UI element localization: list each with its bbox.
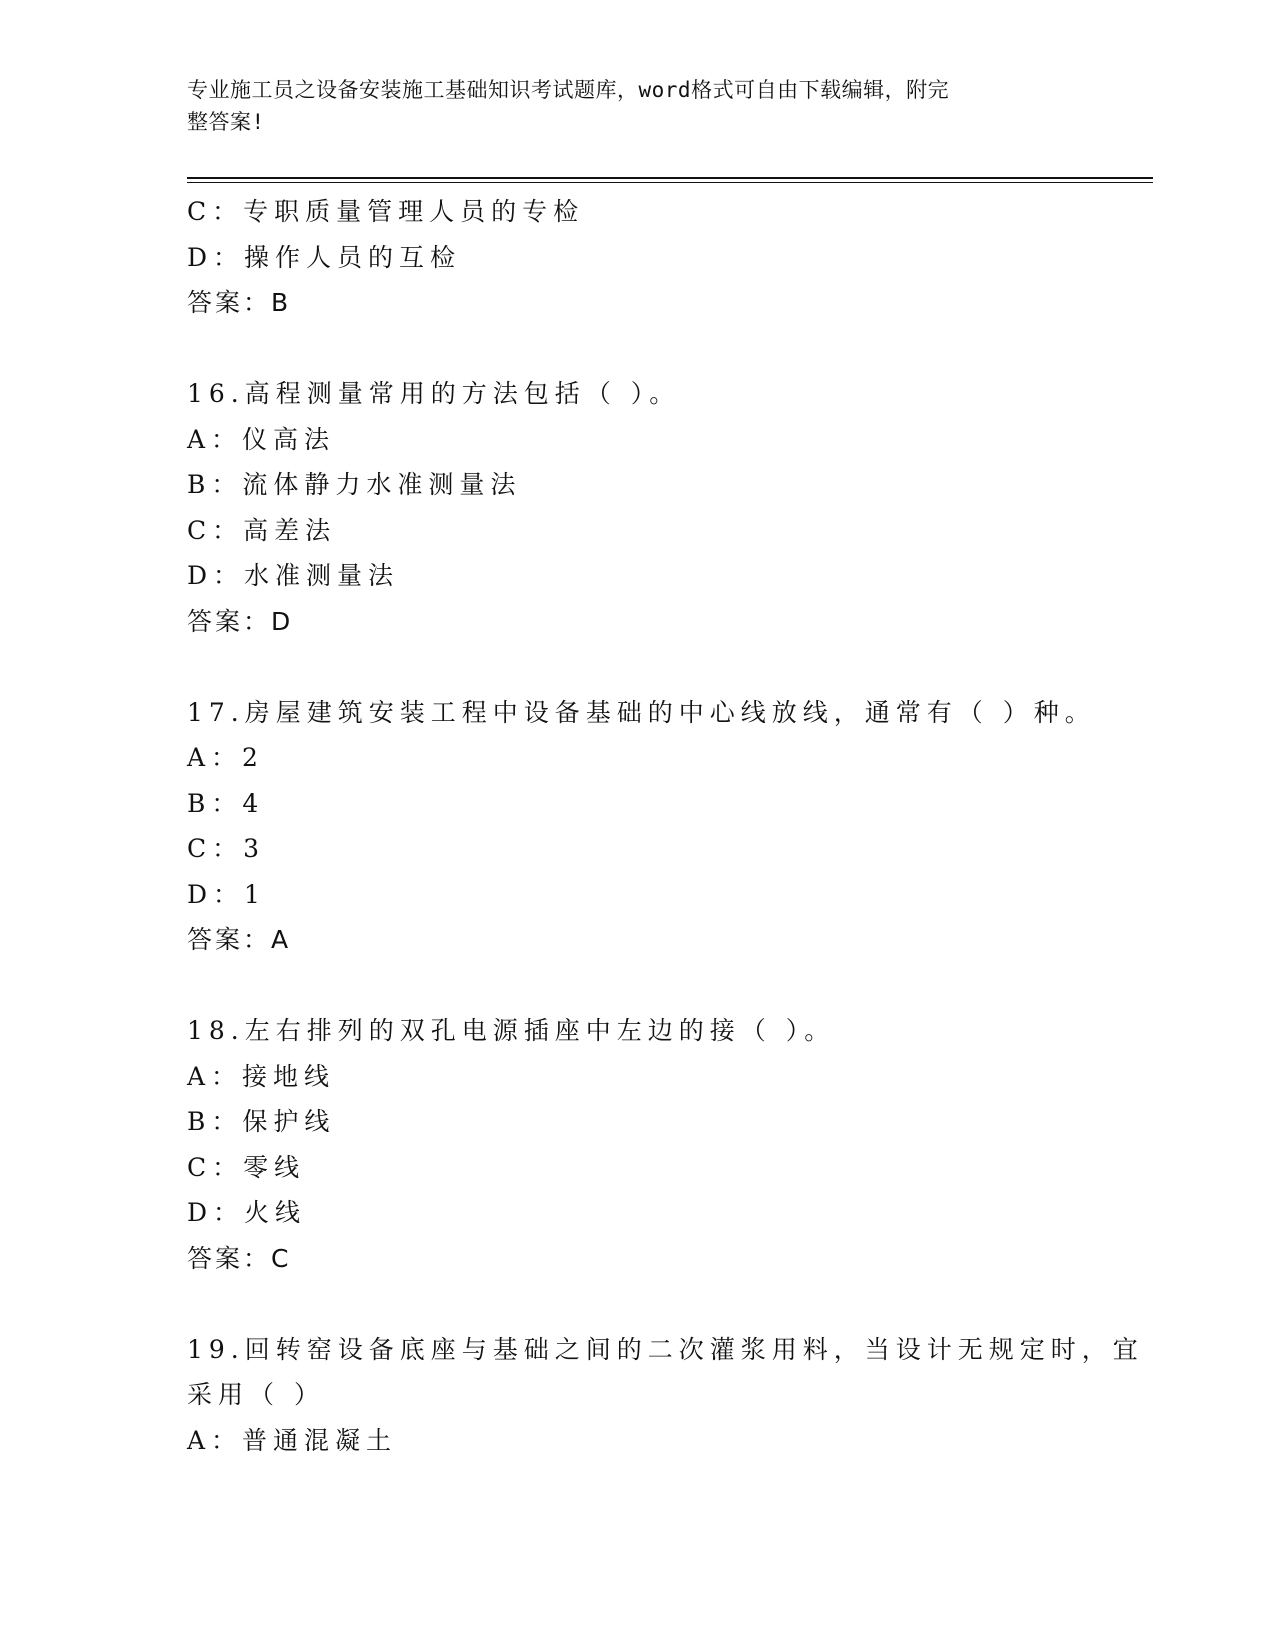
option-d: D：1: [187, 879, 266, 909]
question-text-line-1: 19.回转窑设备底座与基础之间的二次灌浆用料，当设计无规定时，宜: [187, 1334, 1144, 1364]
document-header: [187, 74, 1067, 138]
answer: 答案：D: [187, 606, 294, 636]
header-line-1: 专业施工员之设备安装施工基础知识考试题库，word格式可自由下载编辑，附完: [187, 78, 950, 102]
option-b: B：4: [187, 788, 265, 818]
spacer: [187, 963, 1087, 1009]
option-a: A：仪高法: [187, 424, 336, 454]
question-16: [187, 371, 1087, 644]
option-d: D：火线: [187, 1198, 307, 1227]
question-text-line-2: 采用（ ）: [187, 1380, 325, 1409]
spacer: [187, 326, 1087, 372]
option-a: A：2: [187, 743, 264, 772]
header-rule-thin: [187, 182, 1153, 183]
option-b: B：流体静力水准测量法: [187, 470, 522, 499]
question-list: [187, 189, 1144, 1463]
question-15: [187, 189, 1087, 326]
option-a: A：接地线: [187, 1061, 336, 1091]
spacer: [187, 644, 1087, 690]
option-d: D：水准测量法: [187, 561, 400, 590]
header-rule-thick: [187, 177, 1153, 179]
option-c: C：3: [187, 834, 266, 863]
option-c: C：高差法: [187, 515, 337, 545]
question-text: 17.房屋建筑安装工程中设备基础的中心线放线，通常有（ ）种。: [187, 697, 1096, 727]
question-17: [187, 690, 1096, 963]
question-text: 16.高程测量常用的方法包括（ ）。: [187, 379, 681, 408]
question-text: 18.左右排列的双孔电源插座中左边的接（ ）。: [187, 1016, 836, 1045]
option-a: A：普通混凝土: [187, 1425, 398, 1455]
option-d: D：操作人员的互检: [187, 242, 462, 272]
option-b: B：保护线: [187, 1107, 336, 1136]
header-line-2: 整答案!: [187, 110, 265, 134]
answer: 答案：B: [187, 288, 292, 317]
answer: 答案：A: [187, 925, 292, 954]
question-19: [187, 1327, 1144, 1464]
spacer: [187, 1281, 1087, 1327]
option-c: C：专职质量管理人员的专检: [187, 197, 585, 226]
question-18: [187, 1008, 1087, 1281]
answer: 答案：C: [187, 1243, 292, 1273]
option-c: C：零线: [187, 1152, 306, 1182]
